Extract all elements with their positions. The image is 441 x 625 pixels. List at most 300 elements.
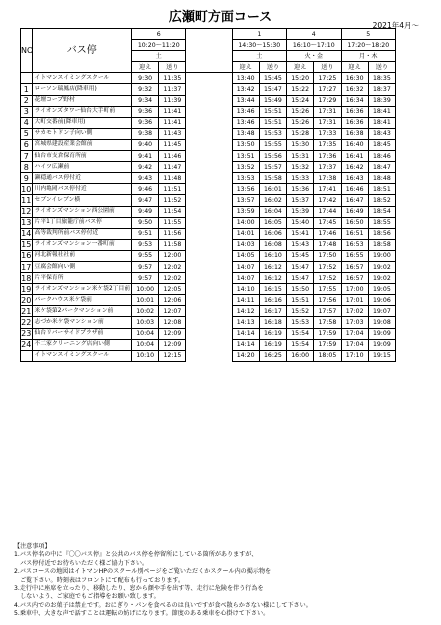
time-cell: 13:40 — [232, 73, 259, 84]
time-cell: 15:31 — [287, 151, 314, 162]
table-row — [21, 84, 396, 95]
time-cell: 15:40 — [287, 217, 314, 228]
table-row — [21, 206, 396, 217]
table-row — [21, 350, 396, 361]
time-cell: 17:02 — [341, 306, 368, 317]
pickup-header: 迎え — [287, 62, 314, 73]
table-row — [21, 95, 396, 106]
time-cell: 18:46 — [368, 151, 395, 162]
time-cell: 10:10 — [132, 350, 159, 361]
time-cell: 17:58 — [314, 317, 341, 328]
stop-name: 志づか米ケ袋マンション前 — [32, 317, 132, 328]
time-cell: 13:50 — [232, 139, 259, 150]
time-cell: 15:45 — [287, 250, 314, 261]
time-cell: 16:12 — [259, 273, 286, 284]
table-row — [21, 328, 396, 339]
time-cell: 15:47 — [287, 261, 314, 272]
column-gap — [186, 162, 232, 173]
time-cell: 19:05 — [368, 284, 395, 295]
stop-number: 8 — [21, 162, 33, 173]
time-cell: 15:54 — [287, 339, 314, 350]
time-cell: 9:34 — [132, 95, 159, 106]
stop-name: 片平1丁目旅籠庁前バス停 — [32, 217, 132, 228]
stop-number: 9 — [21, 173, 33, 184]
time-cell: 12:02 — [159, 261, 186, 272]
table-row — [21, 317, 396, 328]
time-range-header: 14:30～15:30 — [232, 40, 286, 51]
column-gap — [186, 173, 232, 184]
time-cell: 17:01 — [341, 295, 368, 306]
column-gap — [186, 239, 232, 250]
time-cell: 15:52 — [287, 306, 314, 317]
column-gap — [186, 328, 232, 339]
time-cell: 15:54 — [287, 328, 314, 339]
stop-name: イトマンスイミングスクール — [32, 350, 132, 361]
time-cell: 11:43 — [159, 128, 186, 139]
table-row — [21, 106, 396, 117]
time-cell: 12:08 — [159, 317, 186, 328]
class-number-header: 6 — [132, 29, 186, 40]
time-cell: 12:15 — [159, 350, 186, 361]
stop-name: 仙台市支倉保育所前 — [32, 151, 132, 162]
valid-from-date: 2021年4月～ — [372, 21, 419, 30]
time-cell: 12:07 — [159, 306, 186, 317]
time-cell: 11:54 — [159, 206, 186, 217]
time-cell: 14:07 — [232, 261, 259, 272]
column-gap — [186, 95, 232, 106]
time-cell: 15:33 — [287, 173, 314, 184]
time-cell: 17:59 — [314, 339, 341, 350]
time-cell: 11:58 — [159, 239, 186, 250]
stop-name: ライオンズマンション一番町前 — [32, 239, 132, 250]
time-cell: 17:31 — [314, 106, 341, 117]
stop-number — [21, 73, 33, 84]
time-cell: 13:53 — [232, 173, 259, 184]
time-cell: 19:15 — [368, 350, 395, 361]
stop-number: 16 — [21, 251, 32, 261]
table-row — [21, 239, 396, 250]
time-cell: 16:04 — [259, 206, 286, 217]
time-cell: 11:39 — [159, 95, 186, 106]
stop-name: イトマンスイミングスクール — [32, 73, 132, 84]
pickup-header: 迎え — [341, 62, 368, 73]
time-cell: 11:56 — [159, 228, 186, 239]
time-cell: 16:00 — [287, 350, 314, 361]
time-cell: 17:00 — [341, 284, 368, 295]
time-cell: 16:46 — [341, 184, 368, 195]
table-row — [21, 173, 396, 184]
table-row — [21, 128, 396, 139]
time-cell: 17:35 — [314, 139, 341, 150]
time-cell: 15:26 — [287, 117, 314, 128]
time-cell: 10:01 — [132, 295, 159, 306]
time-cell: 14:12 — [232, 306, 259, 317]
stop-number: 17 — [21, 262, 32, 272]
time-cell: 12:06 — [159, 295, 186, 306]
stop-number: 10 — [21, 184, 32, 194]
time-cell: 14:13 — [232, 317, 259, 328]
time-cell: 18:58 — [368, 239, 395, 250]
time-cell: 16:55 — [341, 250, 368, 261]
time-cell: 17:33 — [314, 128, 341, 139]
time-cell: 11:48 — [159, 173, 186, 184]
time-cell: 15:45 — [259, 73, 286, 84]
time-cell: 17:52 — [314, 273, 341, 284]
time-cell: 15:51 — [287, 295, 314, 306]
time-cell: 16:57 — [341, 261, 368, 272]
stop-number: 11 — [21, 195, 32, 205]
column-gap — [186, 128, 232, 139]
time-cell: 15:22 — [287, 84, 314, 95]
day-header: 月・木 — [341, 51, 396, 62]
time-cell: 10:02 — [132, 306, 159, 317]
time-cell: 17:36 — [314, 151, 341, 162]
time-cell: 15:30 — [287, 139, 314, 150]
time-cell: 10:00 — [132, 284, 159, 295]
time-cell: 13:42 — [232, 84, 259, 95]
time-cell: 17:48 — [314, 239, 341, 250]
time-cell: 16:34 — [341, 95, 368, 106]
note-line: 5.乗車中、大きな声で話すことは運転の妨げになります。節度のある乗車を心掛けて下さい。 — [14, 610, 270, 618]
stop-number: 13 — [21, 218, 32, 228]
time-cell: 16:43 — [341, 173, 368, 184]
notes-heading: 【注意事項】 — [14, 543, 51, 550]
column-gap — [186, 273, 232, 284]
time-cell: 13:44 — [232, 95, 259, 106]
time-cell: 17:46 — [314, 228, 341, 239]
time-cell: 17:52 — [314, 261, 341, 272]
time-cell: 18:47 — [368, 162, 395, 173]
stop-name: 仙台リバーサイドプラザ前 — [32, 328, 132, 339]
time-cell: 17:59 — [314, 328, 341, 339]
time-cell: 15:36 — [287, 184, 314, 195]
time-cell: 14:00 — [232, 217, 259, 228]
time-cell: 16:36 — [341, 106, 368, 117]
stop-name: 米ケ袋第2パークマンション前 — [32, 306, 132, 317]
time-cell: 16:53 — [341, 239, 368, 250]
time-cell: 18:54 — [368, 206, 395, 217]
column-gap — [186, 317, 232, 328]
time-cell: 13:46 — [232, 117, 259, 128]
time-cell: 15:47 — [259, 84, 286, 95]
stop-number: 2 — [21, 95, 33, 106]
time-cell: 10:04 — [132, 328, 159, 339]
time-cell: 15:26 — [287, 106, 314, 117]
time-cell: 17:04 — [341, 339, 368, 350]
time-cell: 16:51 — [341, 228, 368, 239]
column-gap — [186, 84, 232, 95]
time-cell: 17:55 — [314, 284, 341, 295]
time-cell: 15:43 — [287, 239, 314, 250]
time-cell: 9:30 — [132, 73, 159, 84]
time-cell: 15:49 — [259, 95, 286, 106]
time-cell: 18:55 — [368, 217, 395, 228]
time-cell: 18:56 — [368, 228, 395, 239]
time-cell: 11:41 — [159, 117, 186, 128]
time-cell: 17:25 — [314, 73, 341, 84]
time-cell: 16:30 — [341, 73, 368, 84]
time-cell: 9:46 — [132, 184, 159, 195]
time-cell: 14:07 — [232, 273, 259, 284]
stop-name: ハイツ広瀬前 — [32, 162, 132, 173]
table-row — [21, 250, 396, 261]
time-cell: 18:41 — [368, 117, 395, 128]
table-row — [21, 117, 396, 128]
time-cell: 15:50 — [287, 284, 314, 295]
time-cell: 12:09 — [159, 328, 186, 339]
time-cell: 14:14 — [232, 339, 259, 350]
time-cell: 11:41 — [159, 106, 186, 117]
time-cell: 9:51 — [132, 228, 159, 239]
table-row — [21, 273, 396, 284]
column-gap — [186, 250, 232, 261]
note-line: 3.走行中に座席を立ったり、移動したり、窓から顔や手を出す等、走行に危険を伴う行為を — [14, 585, 264, 593]
stop-name: ローソン瑞鳳店(降車用) — [32, 84, 132, 95]
note-line: 2.バスコースの地図はイトマンHPのスクール別ページをご覧いただくかスクール内の掲示物を — [14, 568, 272, 576]
table-row — [21, 151, 396, 162]
stop-name: 高等裁判所前バス停付近 — [32, 228, 132, 239]
class-number-header: 4 — [287, 29, 341, 40]
time-cell: 9:47 — [132, 195, 159, 206]
time-cell: 14:05 — [232, 250, 259, 261]
time-cell: 9:49 — [132, 206, 159, 217]
stop-number — [21, 350, 33, 361]
stop-number: 6 — [21, 139, 33, 150]
stop-number: 20 — [21, 295, 32, 305]
column-gap — [186, 228, 232, 239]
time-cell: 17:27 — [314, 84, 341, 95]
notes-section — [14, 543, 434, 619]
time-cell: 9:32 — [132, 84, 159, 95]
column-gap — [186, 284, 232, 295]
stop-name: ライオンズマンション西公園前 — [32, 206, 132, 217]
time-cell: 17:31 — [314, 117, 341, 128]
time-cell: 12:09 — [159, 339, 186, 350]
time-cell: 13:52 — [232, 162, 259, 173]
table-row — [21, 306, 396, 317]
column-gap — [186, 29, 232, 73]
stop-number: 14 — [21, 229, 32, 239]
time-cell: 15:53 — [259, 128, 286, 139]
time-cell: 11:52 — [159, 195, 186, 206]
stop-number: 22 — [21, 317, 32, 327]
stop-number: 7 — [21, 151, 33, 162]
table-row — [21, 139, 396, 150]
time-cell: 15:57 — [259, 162, 286, 173]
time-cell: 17:50 — [314, 250, 341, 261]
time-cell: 9:36 — [132, 106, 159, 117]
table-row — [21, 73, 396, 84]
table-row — [21, 228, 396, 239]
dropoff-header: 送り — [159, 62, 186, 73]
time-cell: 9:50 — [132, 217, 159, 228]
time-cell: 14:01 — [232, 228, 259, 239]
time-range-header: 16:10～17:10 — [287, 40, 341, 51]
time-cell: 15:51 — [259, 106, 286, 117]
stop-number: 23 — [21, 329, 32, 339]
note-line: ご覧下さい。時刻表はフロントにて配布も行っております。 — [14, 576, 185, 584]
time-cell: 16:18 — [259, 317, 286, 328]
time-cell: 14:20 — [232, 350, 259, 361]
stop-name: 不二家クリーニング店向い側 — [32, 339, 132, 350]
note-line: バス停付近でお待ちいただく様ご協力下さい。 — [14, 559, 149, 567]
time-cell: 13:51 — [232, 151, 259, 162]
stop-number: 1 — [21, 84, 33, 95]
column-gap — [186, 151, 232, 162]
time-cell: 13:57 — [232, 195, 259, 206]
column-gap — [186, 261, 232, 272]
stop-number: 19 — [21, 284, 32, 294]
time-cell: 18:52 — [368, 195, 395, 206]
stop-name: 大町交番前(降車用) — [32, 117, 132, 128]
pickup-header: 迎え — [132, 62, 159, 73]
stop-name: セブンイレブン横 — [32, 195, 132, 206]
time-cell: 14:03 — [232, 239, 259, 250]
table-row — [21, 162, 396, 173]
table-row — [21, 184, 396, 195]
time-cell: 11:45 — [159, 139, 186, 150]
time-cell: 12:02 — [159, 273, 186, 284]
time-cell: 16:49 — [341, 206, 368, 217]
time-cell: 16:40 — [341, 139, 368, 150]
time-cell: 16:12 — [259, 261, 286, 272]
time-cell: 15:53 — [287, 317, 314, 328]
time-cell: 14:14 — [232, 328, 259, 339]
column-gap — [186, 195, 232, 206]
stop-name: 豆腐会館向い側 — [32, 261, 132, 272]
time-cell: 16:36 — [341, 117, 368, 128]
time-cell: 15:32 — [287, 162, 314, 173]
column-gap — [186, 106, 232, 117]
column-gap — [186, 184, 232, 195]
time-cell: 9:40 — [132, 139, 159, 150]
time-cell: 9:41 — [132, 151, 159, 162]
stop-name: 花壇コープ野村 — [32, 95, 132, 106]
stop-name: 片平保育所 — [32, 273, 132, 284]
time-cell: 15:20 — [287, 73, 314, 84]
time-cell: 13:48 — [232, 128, 259, 139]
time-cell: 15:28 — [287, 128, 314, 139]
time-cell: 17:57 — [314, 306, 341, 317]
class-number-header: 5 — [341, 29, 396, 40]
time-cell: 9:57 — [132, 261, 159, 272]
time-cell: 9:36 — [132, 117, 159, 128]
time-cell: 18:45 — [368, 139, 395, 150]
time-cell: 11:51 — [159, 184, 186, 195]
stop-number: 24 — [21, 340, 32, 350]
time-cell: 15:51 — [259, 117, 286, 128]
time-cell: 15:56 — [259, 151, 286, 162]
time-cell: 18:37 — [368, 84, 395, 95]
day-header: 土 — [232, 51, 286, 62]
time-cell: 9:43 — [132, 173, 159, 184]
time-cell: 16:08 — [259, 239, 286, 250]
time-cell: 16:16 — [259, 295, 286, 306]
dropoff-header: 送り — [368, 62, 395, 73]
stop-number: 15 — [21, 240, 32, 250]
table-row — [21, 217, 396, 228]
time-cell: 11:46 — [159, 151, 186, 162]
time-cell: 13:59 — [232, 206, 259, 217]
time-cell: 16:25 — [259, 350, 286, 361]
dropoff-header: 送り — [259, 62, 286, 73]
time-cell: 16:05 — [259, 217, 286, 228]
time-cell: 16:02 — [259, 195, 286, 206]
note-line: しないよう、ご家庭でもご指導をお願い致します。 — [14, 593, 160, 601]
stop-name: 川内亀岡バス停付近 — [32, 184, 132, 195]
time-cell: 18:43 — [368, 128, 395, 139]
time-cell: 11:47 — [159, 162, 186, 173]
time-cell: 17:45 — [314, 217, 341, 228]
stop-name: パークハウス米ケ袋前 — [32, 295, 132, 306]
time-cell: 17:29 — [314, 95, 341, 106]
time-cell: 9:53 — [132, 239, 159, 250]
day-header: 土 — [132, 51, 186, 62]
time-cell: 12:00 — [159, 250, 186, 261]
time-cell: 16:42 — [341, 162, 368, 173]
time-cell: 15:47 — [287, 273, 314, 284]
time-cell: 17:37 — [314, 162, 341, 173]
time-cell: 9:42 — [132, 162, 159, 173]
time-cell: 18:51 — [368, 184, 395, 195]
table-row — [21, 195, 396, 206]
time-cell: 16:06 — [259, 228, 286, 239]
time-cell: 15:39 — [287, 206, 314, 217]
time-cell: 16:10 — [259, 250, 286, 261]
time-cell: 11:55 — [159, 217, 186, 228]
table-row — [21, 261, 396, 272]
time-cell: 15:58 — [259, 173, 286, 184]
column-gap — [186, 217, 232, 228]
time-cell: 17:44 — [314, 206, 341, 217]
stop-number: 3 — [21, 106, 33, 117]
page-title: 広瀬町方面コース — [168, 10, 273, 25]
stop-name: ライオンズマンション米ケ袋2丁目前 — [32, 284, 132, 295]
time-cell: 19:09 — [368, 328, 395, 339]
time-cell: 18:48 — [368, 173, 395, 184]
column-gap — [186, 73, 232, 84]
stop-name: サカモトドン子向い側 — [32, 128, 132, 139]
time-cell: 19:02 — [368, 273, 395, 284]
time-cell: 15:37 — [287, 195, 314, 206]
time-cell: 16:19 — [259, 328, 286, 339]
table-row — [21, 284, 396, 295]
dropoff-header: 送り — [314, 62, 341, 73]
stop-number: 4 — [21, 117, 33, 128]
time-cell: 15:55 — [259, 139, 286, 150]
time-cell: 17:38 — [314, 173, 341, 184]
note-line: 1.バス停名の中に『〇〇バス停』と公共のバス停を停留所にしている箇所がありますが、 — [14, 551, 258, 559]
time-cell: 16:32 — [341, 84, 368, 95]
time-cell: 14:10 — [232, 284, 259, 295]
pickup-header: 迎え — [232, 62, 259, 73]
time-cell: 11:37 — [159, 84, 186, 95]
time-cell: 9:57 — [132, 273, 159, 284]
class-number-header: 1 — [232, 29, 286, 40]
stop-number: 21 — [21, 306, 32, 316]
time-cell: 15:41 — [287, 228, 314, 239]
time-cell: 17:10 — [341, 350, 368, 361]
time-cell: 19:00 — [368, 250, 395, 261]
time-cell: 13:46 — [232, 106, 259, 117]
day-header: 火・金 — [287, 51, 341, 62]
column-gap — [186, 206, 232, 217]
column-gap — [186, 139, 232, 150]
time-cell: 17:41 — [314, 184, 341, 195]
time-cell: 19:06 — [368, 295, 395, 306]
time-cell: 16:57 — [341, 273, 368, 284]
time-cell: 11:35 — [159, 73, 186, 84]
